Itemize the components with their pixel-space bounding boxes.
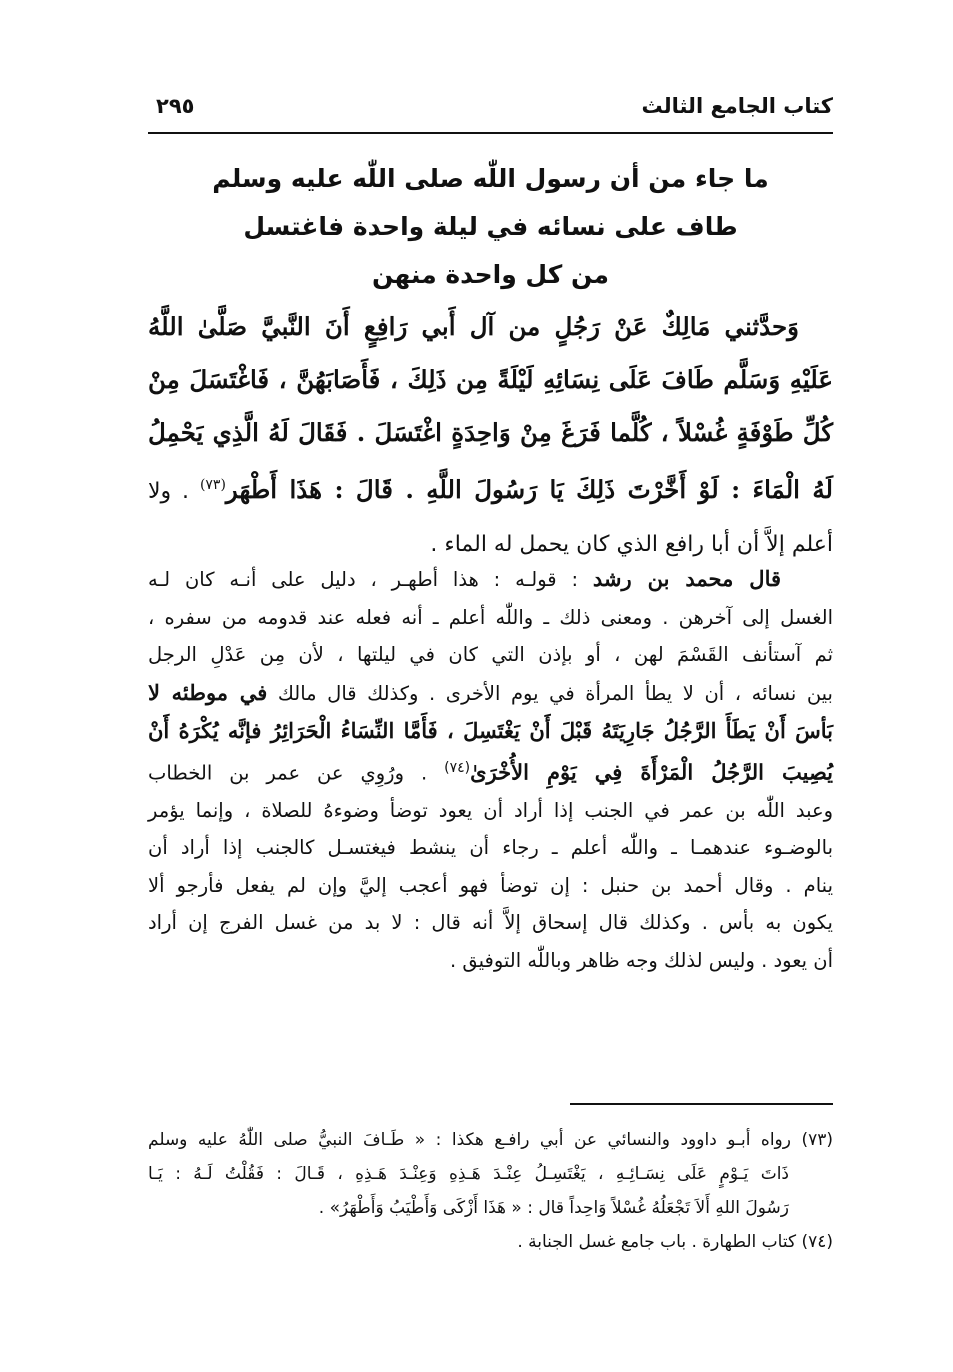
commentary-text — [148, 560, 833, 979]
commentary-line-7: وعبد اللّٰه بن عمر في الجنب إذا أراد أن يعود توضأ وضوءهُ للصلاة ، وإنما يؤمر — [148, 798, 833, 822]
footnote-ref-74: (٧٤) — [444, 759, 471, 776]
commentary-line-3: ثم آستأنف القَسْمَ لهن ، أو بإذن التي كان في ليلتها ، لأن مِن عَدْلِ الرجل — [148, 643, 833, 666]
chapter-title-line-1: ما جاء من أن رسول اللّٰه صلى اللّٰه عليه وسلم — [212, 164, 769, 193]
commentary-line-9: ينام . وقال أحمد بن حنبل : إن توضأ فهو أعجب إليَّ وإن لم يفعل فأرجو ألا — [148, 873, 833, 897]
book-title: كتاب الجامع الثالث — [641, 94, 833, 118]
commentary-line-8: بالوضـوء عندهمـا ـ واللّٰه أعلم ـ رجاء أن ينشط فيغتسـل كالجنب إذا أراد أن — [148, 836, 833, 859]
footnote-74: (٧٤) كتاب الطهارة . باب جامع غسل الجنابة . — [517, 1232, 833, 1252]
footnote-73-line-3: رَسُولَ اللهِ أَلاَ تَجْعَلُهُ غُسْلاً وَاحِداً قال : « هَذَا أَزْكَى وَأَطْيَبُ وَأَطْهَرُ» . — [318, 1198, 789, 1218]
commentary-line-4-text: بين نسائه ، أن لا يطأ المرأة في يوم الأخرى . وكذلك قال مالك — [267, 681, 833, 705]
commentary-speaker: قال محمد بن رشد — [592, 566, 782, 591]
hadith-line-4-tail: . ولا — [148, 479, 200, 505]
hadith-line-4 — [148, 459, 833, 518]
commentary-line-1-text: : قولـه : هذا أطهـر ، دليل على أنـه كان لـه — [148, 568, 593, 591]
commentary-line-10: يكون به بأس . وكذلك قال إسحاق إلاَّ أنه قال : لا بد من غسل الفرج إن أراد — [148, 911, 833, 934]
chapter-title-line-2: طاف على نسائه في ليلة واحدة فاغتسل — [243, 212, 738, 241]
commentary-line-6 — [148, 750, 833, 792]
commentary-line-5: بَأسَ أَنْ يَطَأَ الرَّجُلُ جَارِيَتَهُ قَبْلَ أَنْ يَغْتَسِلَ ، فَأَمَّا النِّسَاءُ الْحَرَائِرُ فإنَّه يُكْرَهُ أَنْ — [148, 718, 833, 743]
hadith-line-2: عَلَيْهِ وَسَلَّم طَافَ عَلَى نِسَائِهِ لَيْلَةً مِن ذَلِكَ ، فَأَصَابَهُنَّ ، فَاغْتَسَلَ مِنْ — [148, 365, 833, 394]
hadith-line-3: كُلِّ طَوْفَةٍ غُسْلاً ، كُلَّما فَرَغَ مِنْ وَاحِدَةٍ اغْتَسَلَ . فَقَالَ لَهُ الَّذِي يَحْمِلُ — [148, 418, 833, 447]
commentary-line-4 — [148, 674, 833, 713]
running-head — [148, 92, 833, 134]
footnote-ref-73: (٧٣) — [199, 477, 226, 493]
page-number: ٢٩٥ — [156, 94, 195, 118]
footnotes — [148, 1123, 833, 1259]
commentary-line-11: أن يعود . وليس لذلك وجه ظاهر وباللّٰه التوفيق . — [449, 948, 833, 972]
commentary-line-2: الغسل إلى آخرهن . ومعنى ذلك ـ واللّٰه أعلم ـ أنه فعله عند قدومه من سفره ، — [148, 605, 833, 629]
commentary-line-1 — [148, 560, 833, 599]
commentary-line-6-bold: يُصِيبَ الرَّجُلُ الْمَرْأَةَ فِي يَوْمِ الأُخْرَىٰ — [470, 759, 834, 784]
commentary-line-6-text: . ورُوِي عن عمر بن الخطاب — [148, 761, 445, 784]
hadith-text — [148, 300, 833, 571]
chapter-title-line-3: من كل واحدة منهن — [372, 260, 609, 289]
footnote-divider — [570, 1103, 833, 1105]
hadith-line-1: وَحدَّثني مَالِكٌ عَنْ رَجُلٍ من آل أَبي رَافِعٍ أَنَ النَّبيَّ صَلَّىٰ اللَّهُ — [148, 312, 799, 341]
footnote-73-line-2: ذَاتَ يَـوْمٍ عَلَى نِسَـائِـهِ ، يَغْتَسِـلُ عِنْـدَ هَـذِهِ وَعِنْـدَ هَـذِهِ ، قَـالَ : فَقُلْتُ لَـهُ : يَـا — [148, 1164, 789, 1184]
hadith-line-5: أعلم إلاَّ أن أبا رافع الذي كان يحمل له الماء . — [430, 532, 833, 558]
hadith-line-4-text: لَهُ الْمَاءَ : لَوْ أَخَّرْتَ ذَلِكَ يَا رَسُولَ اللَّهِ . قَالَ : هَذَا أَطْهَر — [225, 475, 833, 505]
chapter-heading — [148, 155, 833, 299]
footnote-73-line-1: (٧٣) رواه أبـو داوود والنسائي عن أبي رافـع هكذا : « طَـافَ النبيُّ صلى اللّٰهُ عليه وسلم — [148, 1130, 833, 1150]
commentary-line-4-bold: في موطئه لا — [148, 679, 268, 705]
